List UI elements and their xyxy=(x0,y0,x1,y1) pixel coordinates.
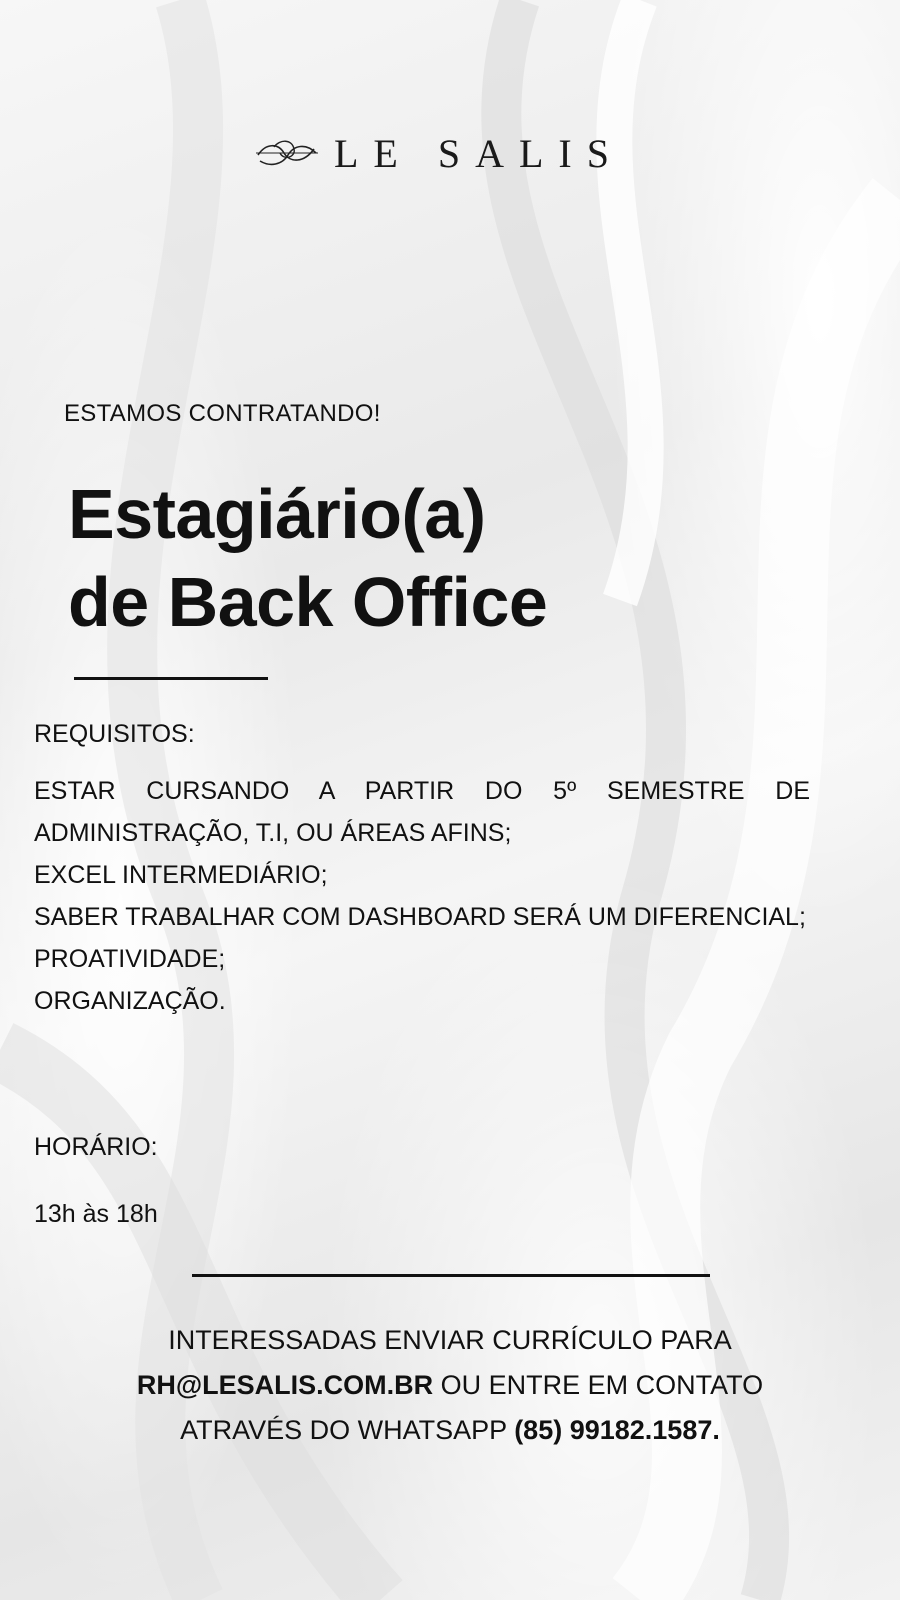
requirement-item: ORGANIZAÇÃO. xyxy=(34,987,226,1015)
brand-name: LE SALIS xyxy=(334,130,624,176)
contact-info xyxy=(120,1318,780,1453)
job-title xyxy=(68,470,547,646)
contact-divider xyxy=(192,1274,710,1277)
contact-email[interactable]: RH@LESALIS.COM.BR xyxy=(136,1370,434,1400)
requirement-item: EXCEL INTERMEDIÁRIO; xyxy=(34,861,328,889)
schedule-value: 13h às 18h xyxy=(34,1200,158,1228)
contact-line3: ATRAVÉS DO WHATSAPP xyxy=(180,1415,515,1445)
schedule-label: HORÁRIO: xyxy=(34,1133,158,1161)
requirement-item: PROATIVIDADE; xyxy=(34,945,226,973)
job-title-line1: Estagiário(a) xyxy=(68,475,486,553)
contact-line1: INTERESSADAS ENVIAR CURRÍCULO PARA xyxy=(168,1325,732,1355)
job-title-line2: de Back Office xyxy=(68,563,548,641)
hiring-label: ESTAMOS CONTRATANDO! xyxy=(64,400,381,427)
requirements-list xyxy=(34,770,810,1022)
contact-line2: OU ENTRE EM CONTATO xyxy=(433,1370,764,1400)
requirement-item: SABER TRABALHAR COM DASHBOARD SERÁ UM DIFERENCIAL; xyxy=(34,903,806,931)
contact-phone[interactable]: (85) 99182.1587. xyxy=(514,1415,720,1445)
requirement-item: ESTAR CURSANDO A PARTIR DO 5º SEMESTRE DE ADMINISTRAÇÃO, T.I, OU ÁREAS AFINS; xyxy=(34,777,810,847)
title-divider xyxy=(74,677,268,680)
ornament-flourish-icon xyxy=(254,133,320,173)
requirements-label: REQUISITOS: xyxy=(34,720,195,748)
brand-logo xyxy=(254,128,624,178)
